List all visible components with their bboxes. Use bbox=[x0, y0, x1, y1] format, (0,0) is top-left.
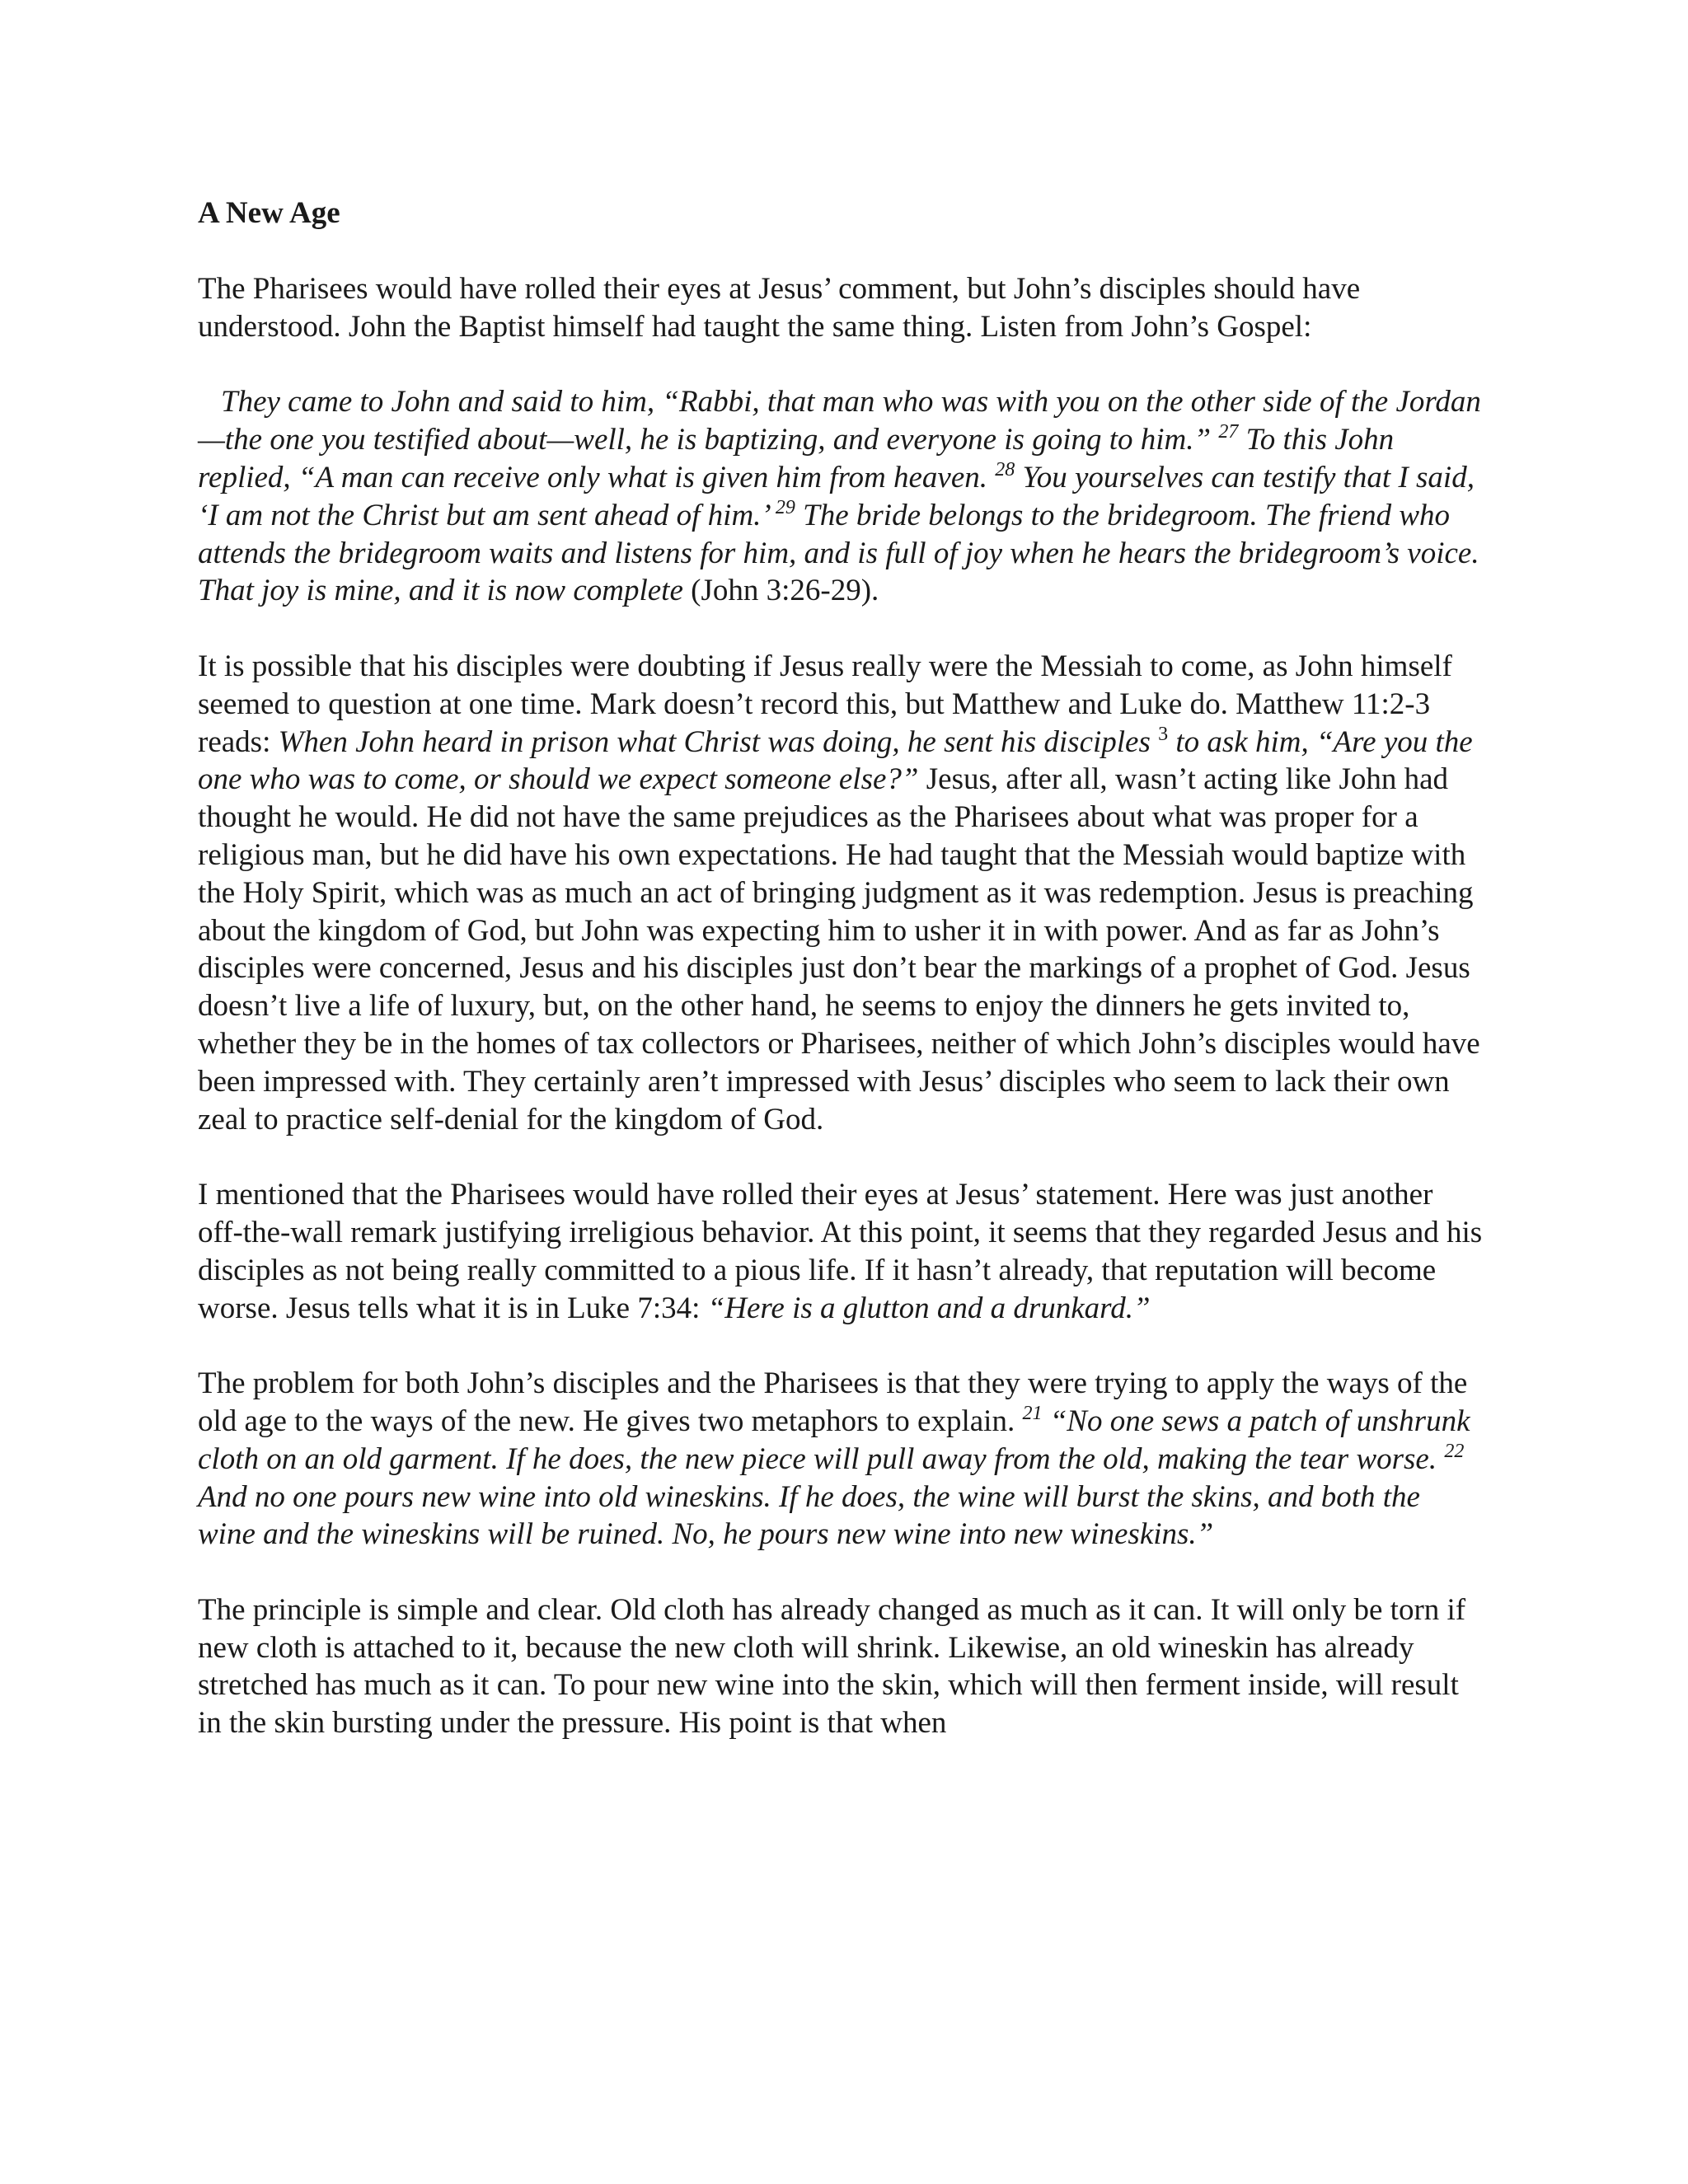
document-page bbox=[198, 194, 1484, 1780]
luke-quote: “Here is a glutton and a drunkard.” bbox=[707, 1291, 1151, 1325]
paragraph-principle: The principle is simple and clear. Old cloth has already changed as much as it can. It will only be torn if new cloth is attached to it, because the new cloth will shrink. Likewise, an old wineskin has already stretched has much as it can. To pour new wine into the skin, which will then ferment inside, will result in the skin bursting under the pressure. His point is that when bbox=[198, 1592, 1466, 1741]
verse-number-29: 29 bbox=[775, 496, 795, 518]
verse-number-3: 3 bbox=[1158, 723, 1169, 745]
verse-number-21: 21 bbox=[1022, 1402, 1043, 1424]
verse-number-27: 27 bbox=[1218, 421, 1239, 443]
paragraph-intro: The Pharisees would have rolled their eyes at Jesus’ comment, but John’s disciples should have understood. John the Baptist himself had taught the same thing. Listen from John’s Gospel: bbox=[198, 272, 1361, 344]
paragraph-metaphors bbox=[198, 1365, 1484, 1554]
verse-number-22: 22 bbox=[1444, 1440, 1465, 1462]
paragraph-pharisees bbox=[198, 1176, 1484, 1327]
matthew-quote-2: to ask him, “Are you the one who was to come, or should we expect someone else?” bbox=[198, 724, 1473, 797]
metaphor-quote-2: And no one pours new wine into old wineskins. If he does, the wine will burst the skins, and both the wine and the wineskins will be ruined. No, he pours new wine into new wineskins.” bbox=[198, 1479, 1420, 1552]
quote-sentence-2: To this John replied, “A man can receive only what is given him from heaven. bbox=[198, 423, 1395, 494]
quote-reference: (John 3:26-29). bbox=[691, 574, 879, 608]
section-heading: A New Age bbox=[198, 196, 340, 230]
paragraph-doubting bbox=[198, 648, 1484, 1138]
paragraph-doubting-body: Jesus, after all, wasn’t acting like John had thought he would. He did not have the same prejudices as the Pharisees about what was proper for a religious man, but he did have his own expectations. He had taught that the Messiah would baptize with the Holy Spirit, which was as much an act of bringing judgment as it was redemption. Jesus is preaching about the kingdom of God, but John was expecting him to usher it in with power. And as far as John’s disciples were concerned, Jesus and his disciples just don’t bear the markings of a prophet of God. Jesus doesn’t live a life of luxury, but, on the other hand, he seems to enjoy the dinners he gets invited to, whether they be in the homes of tax collectors or Pharisees, neither of which John’s disciples would have been impressed with. They certainly aren’t impressed with Jesus’ disciples who seem to lack their own zeal to practice self-denial for the kingdom of God. bbox=[198, 762, 1480, 1137]
quote-sentence-3: You yourselves can testify that I said, ‘I am not the Christ but am sent ahead of him.’ bbox=[198, 460, 1475, 532]
paragraph-pharisees-body: I mentioned that the Pharisees would have rolled their eyes at Jesus’ statement. Here was just another off-the-wall remark justifying irreligious behavior. At this point, it seems that they regarded Jesus and his disciples as not being really committed to a pious life. If it hasn’t already, that reputation will become worse. Jesus tells what it is in Luke 7:34: bbox=[198, 1178, 1483, 1325]
matthew-quote-1: When John heard in prison what Christ was doing, he sent his disciples bbox=[278, 724, 1151, 759]
quote-sentence-4: The bride belongs to the bridegroom. The friend who attends the bridegroom waits and listens for him, and is full of joy when he hears the bridegroom’s voice. That joy is mine, and it is now complete bbox=[198, 498, 1479, 608]
scripture-quote-john bbox=[198, 383, 1484, 610]
metaphor-quote-1: “No one sews a patch of unshrunk cloth on an old garment. If he does, the new piece will pull away from the old, making the tear worse. bbox=[198, 1404, 1470, 1476]
verse-number-28: 28 bbox=[995, 458, 1015, 480]
quote-sentence-1: They came to John and said to him, “Rabbi, that man who was with you on the other side of the Jordan—the one you testified about—well, he is baptizing, and everyone is going to him.” bbox=[198, 385, 1481, 457]
paragraph-metaphors-body: The problem for both John’s disciples and the Pharisees is that they were trying to apply the ways of the old age to the ways of the new. He gives two metaphors to explain. bbox=[198, 1366, 1468, 1438]
paragraph-doubting-intro: It is possible that his disciples were doubting if Jesus really were the Messiah to come, as John himself seemed to question at one time. Mark doesn’t record this, but Matthew and Luke do. Matthew 11:2-3 reads: bbox=[198, 649, 1452, 759]
